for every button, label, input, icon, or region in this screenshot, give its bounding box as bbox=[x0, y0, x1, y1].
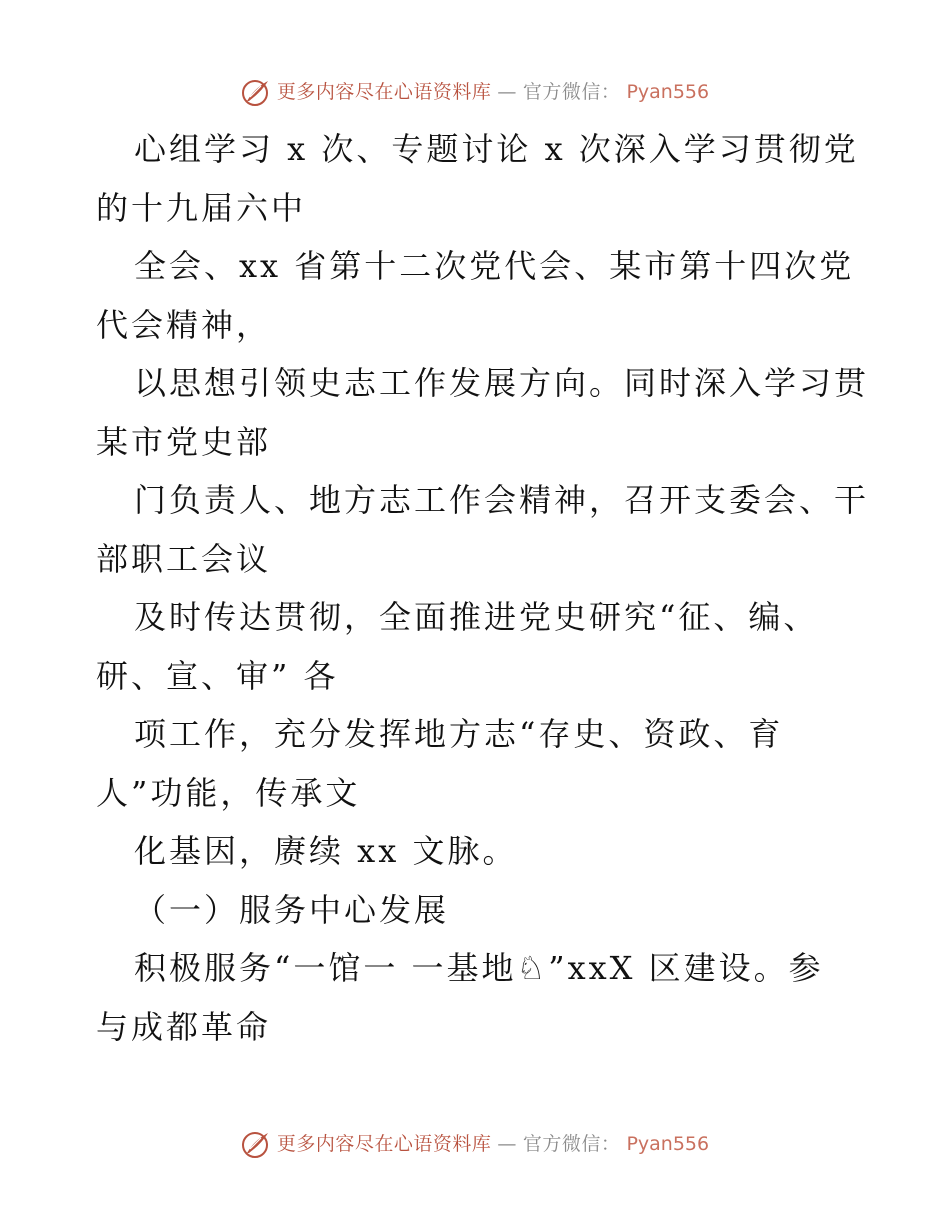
body-line: 全会、xx 省第十二次党代会、某市第十四次党 bbox=[134, 247, 855, 285]
body-line: 部职工会议 bbox=[96, 539, 272, 578]
header-watermark bbox=[0, 77, 950, 107]
body-line: 以思想引领史志工作发展方向。同时深入学习贯 bbox=[134, 364, 870, 402]
body-line: 研、宣、审” 各 bbox=[96, 656, 339, 695]
watermark-separator: — bbox=[497, 81, 517, 103]
document-body bbox=[96, 120, 870, 1056]
body-line: 项工作，充分发挥地方志“存史、资政、育 bbox=[134, 715, 784, 753]
feather-pen-logo-icon bbox=[241, 1129, 271, 1159]
watermark-contact-id: Pyan556 bbox=[626, 81, 710, 103]
body-line: 的十九届六中 bbox=[96, 188, 307, 227]
watermark-site-text: 更多内容尽在心语资料库 bbox=[276, 81, 492, 103]
body-line: 人”功能，传承文 bbox=[96, 773, 361, 812]
body-line: 某市党史部 bbox=[96, 422, 272, 461]
body-line: 及时传达贯彻，全面推进党史研究“征、编、 bbox=[134, 598, 819, 636]
body-line: 与成都革命 bbox=[96, 1007, 272, 1046]
body-line: 代会精神， bbox=[96, 305, 272, 344]
section-heading: （一）服务中心发展 bbox=[134, 890, 450, 929]
footer-watermark bbox=[0, 1129, 950, 1159]
body-line: 心组学习 x 次、专题讨论 x 次深入学习贯彻党 bbox=[134, 130, 859, 168]
watermark-contact-id: Pyan556 bbox=[626, 1133, 710, 1155]
watermark-site-text: 更多内容尽在心语资料库 bbox=[276, 1133, 492, 1155]
body-line: 化基因，赓续 xx 文脉。 bbox=[134, 832, 518, 870]
body-line: 积极服务“一馆一 一基地♘”xxX 区建设。参 bbox=[134, 949, 824, 987]
watermark-contact-text: 官方微信： bbox=[522, 1133, 621, 1155]
watermark-contact-text: 官方微信： bbox=[522, 81, 621, 103]
body-line: 门负责人、地方志工作会精神，召开支委会、干 bbox=[134, 481, 870, 519]
watermark-separator: — bbox=[497, 1133, 517, 1155]
feather-pen-logo-icon bbox=[241, 77, 271, 107]
